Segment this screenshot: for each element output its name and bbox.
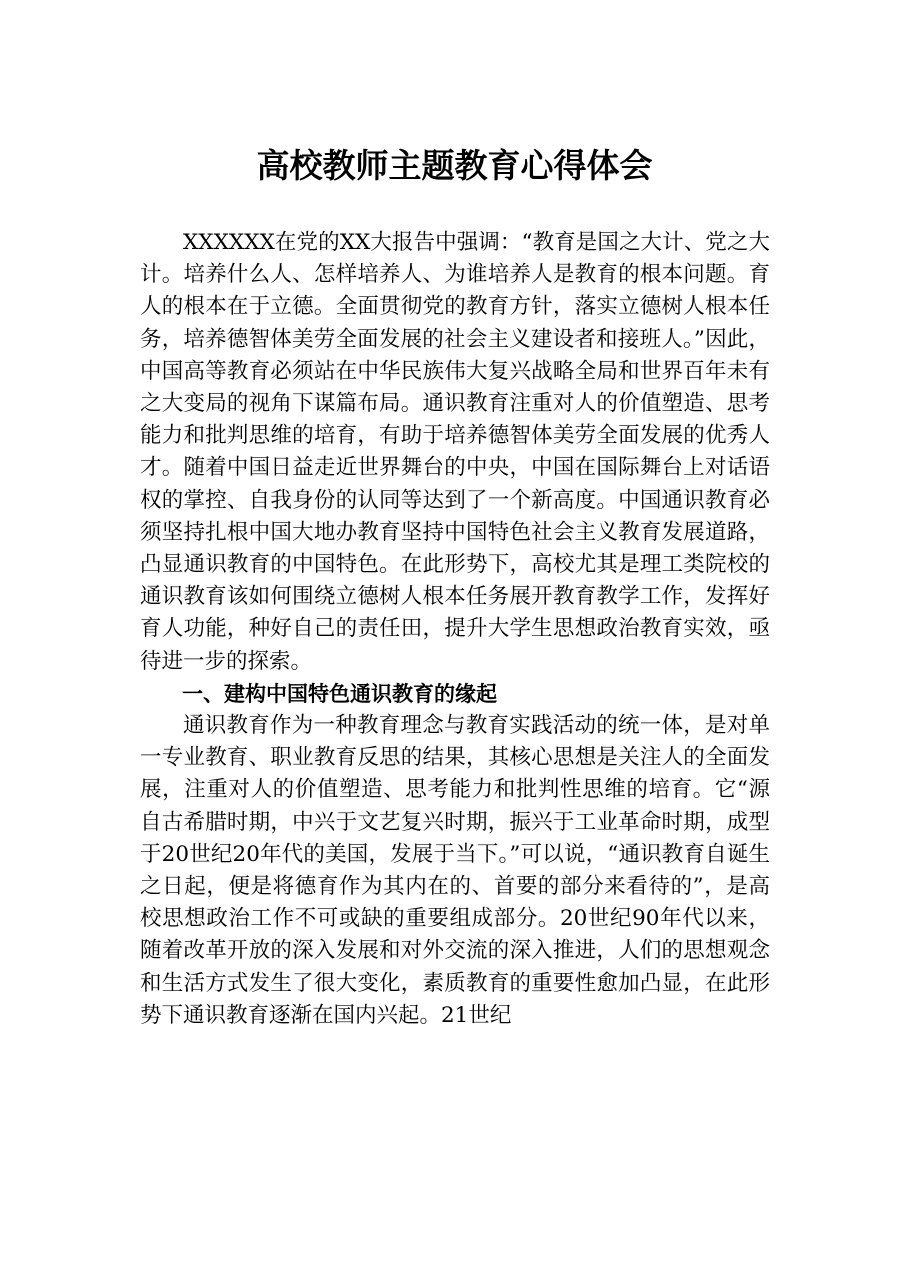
body-paragraph: 通识教育作为一种教育理念与教育实践活动的统一体，是对单一专业教育、职业教育反思的结果，其核心思想是关注人的全面发展，注重对人的价值塑造、思考能力和批判性思维的培育。它“源自古希腊时期，中兴于文艺复兴时期，振兴于工业革命时期，成型于20世纪20年代的美国，发展于当下。”可以说，“通识教育自诞生之日起，便是将德育作为其内在的、首要的部分来看待的”，是高校思想政治工作不可或缺的重要组成部分。20世纪90年代以来，随着改革开放的深入发展和对外交流的深入推进，人们的思想观念和生活方式发生了很大变化，素质教育的重要性愈加凸显，在此形势下通识教育逐渐在国内兴起。21世纪: [140, 713, 770, 1028]
document-title: 高校教师主题教育心得体会: [256, 146, 653, 185]
section-heading: 一、建构中国特色通识教育的缘起: [182, 681, 497, 706]
document-body: [140, 227, 770, 1032]
body-paragraph: XXXXXX在党的XX大报告中强调：“教育是国之大计、党之大计。培养什么人、怎样培养人、为谁培养人是教育的根本问题。育人的根本在于立德。全面贯彻党的教育方针，落实立德树人根本任务，培养德智体美劳全面发展的社会主义建设者和接班人。”因此，中国高等教育必须站在中华民族伟大复兴战略全局和世界百年未有之大变局的视角下谋篇布局。通识教育注重对人的价值塑造、思考能力和批判思维的培育，有助于培养德智体美劳全面发展的优秀人才。随着中国日益走近世界舞台的中央，中国在国际舞台上对话语权的掌控、自我身份的认同等达到了一个新高度。中国通识教育必须坚持扎根中国大地办教育坚持中国特色社会主义教育发展道路，凸显通识教育的中国特色。在此形势下，高校尤其是理工类院校的通识教育该如何围绕立德树人根本任务展开教育教学工作，发挥好育人功能，种好自己的责任田，提升大学生思想政治教育实效，亟待进一步的探索。: [140, 230, 770, 674]
